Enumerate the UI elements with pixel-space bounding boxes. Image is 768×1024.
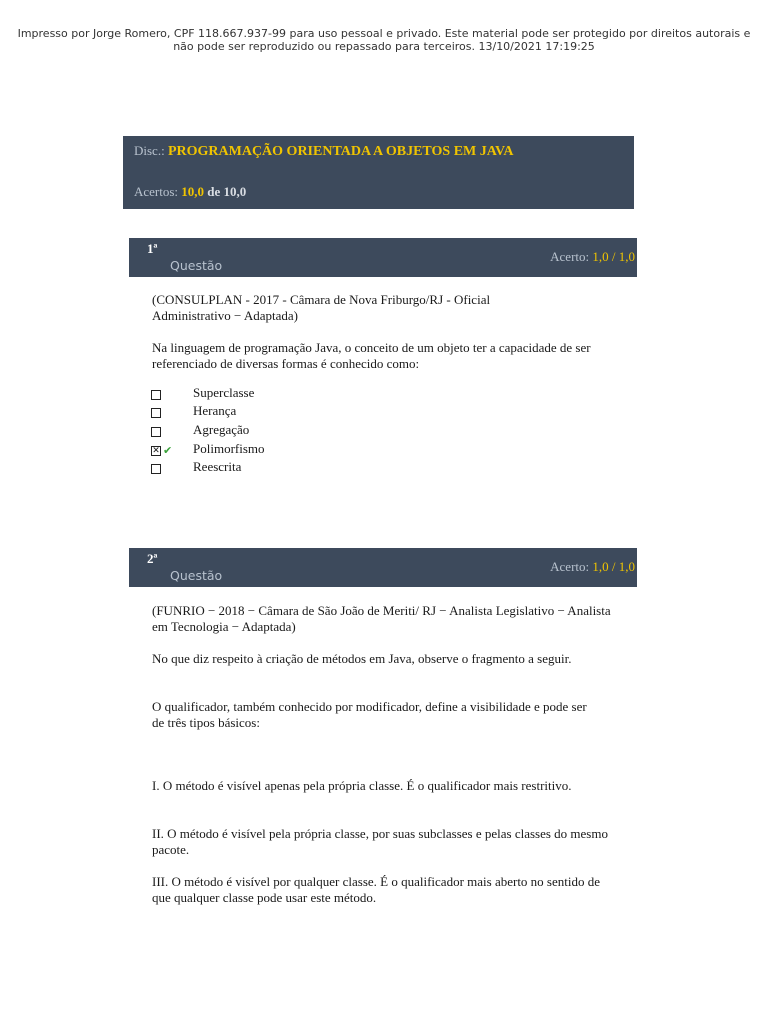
discipline-title: PROGRAMAÇÃO ORIENTADA A OBJETOS EM JAVA: [167, 144, 514, 159]
option-label: Polimorfismo: [193, 441, 265, 456]
question-score: [550, 249, 635, 265]
question-label: Questão: [170, 258, 223, 273]
question-1-header: [129, 238, 637, 277]
question-number: 1ª: [147, 241, 158, 256]
option-label: Superclasse: [193, 385, 255, 400]
question-2-header: [129, 548, 637, 587]
acerto-value: 1,0: [592, 249, 609, 264]
question-2-item-2: II. O método é visível pela própria classe, por suas subclasses e pelas classes do mesmo pacote.: [152, 826, 608, 857]
acerto-label: Acerto:: [550, 559, 590, 574]
correct-check-icon: ✔: [163, 444, 173, 457]
score-row: [134, 184, 246, 200]
question-2-source: (FUNRIO − 2018 − Câmara de São João de Meriti/ RJ − Analista Legislativo − Analista em Tecnologia − Adaptada): [152, 603, 611, 634]
watermark-line-2: não pode ser reproduzido ou repassado para terceiros. 13/10/2021 17:19:25: [173, 40, 595, 53]
acerto-total: / 1,0: [611, 249, 635, 264]
acertos-label: Acertos:: [134, 184, 179, 199]
option-label: Reescrita: [193, 459, 242, 474]
question-2-item-1: I. O método é visível apenas pela própria classe. É o qualificador mais restritivo.: [152, 778, 572, 793]
acerto-value: 1,0: [592, 559, 609, 574]
checkbox-checked[interactable]: ✕: [152, 446, 160, 456]
discipline-label: Disc.:: [134, 143, 165, 158]
question-2-paragraph-1: No que diz respeito à criação de métodos em Java, observe o fragmento a seguir.: [152, 651, 572, 666]
question-2-item-3: III. O método é visível por qualquer classe. É o qualificador mais aberto no sentido de que qualquer classe pode usar este método.: [152, 874, 601, 905]
checkbox[interactable]: [151, 408, 161, 418]
discipline-row: [134, 143, 513, 160]
checkbox[interactable]: [151, 390, 161, 400]
acerto-label: Acerto:: [550, 249, 590, 264]
option-label: Herança: [193, 403, 237, 418]
acerto-total: / 1,0: [611, 559, 635, 574]
question-score: [550, 559, 635, 575]
question-1-source: (CONSULPLAN - 2017 - Câmara de Nova Friburgo/RJ - Oficial Administrativo − Adaptada): [152, 292, 491, 323]
discipline-header: [123, 136, 634, 209]
question-2-paragraph-2: O qualificador, também conhecido por modificador, define a visibilidade e pode ser de três tipos básicos:: [152, 699, 587, 730]
checkbox[interactable]: [151, 427, 161, 437]
question-label: Questão: [170, 568, 223, 583]
print-watermark: [0, 27, 768, 53]
question-number: 2ª: [147, 551, 158, 566]
watermark-line-1: Impresso por Jorge Romero, CPF 118.667.937-99 para uso pessoal e privado. Este material pode ser protegido por direitos autorais e: [17, 27, 751, 40]
acertos-total: de 10,0: [207, 184, 247, 199]
question-1-statement: Na linguagem de programação Java, o conceito de um objeto ter a capacidade de ser referenciado de diversas formas é conhecido como:: [152, 340, 591, 371]
option-label: Agregação: [193, 422, 250, 437]
acertos-value: 10,0: [181, 184, 205, 199]
checkbox[interactable]: [151, 464, 161, 474]
